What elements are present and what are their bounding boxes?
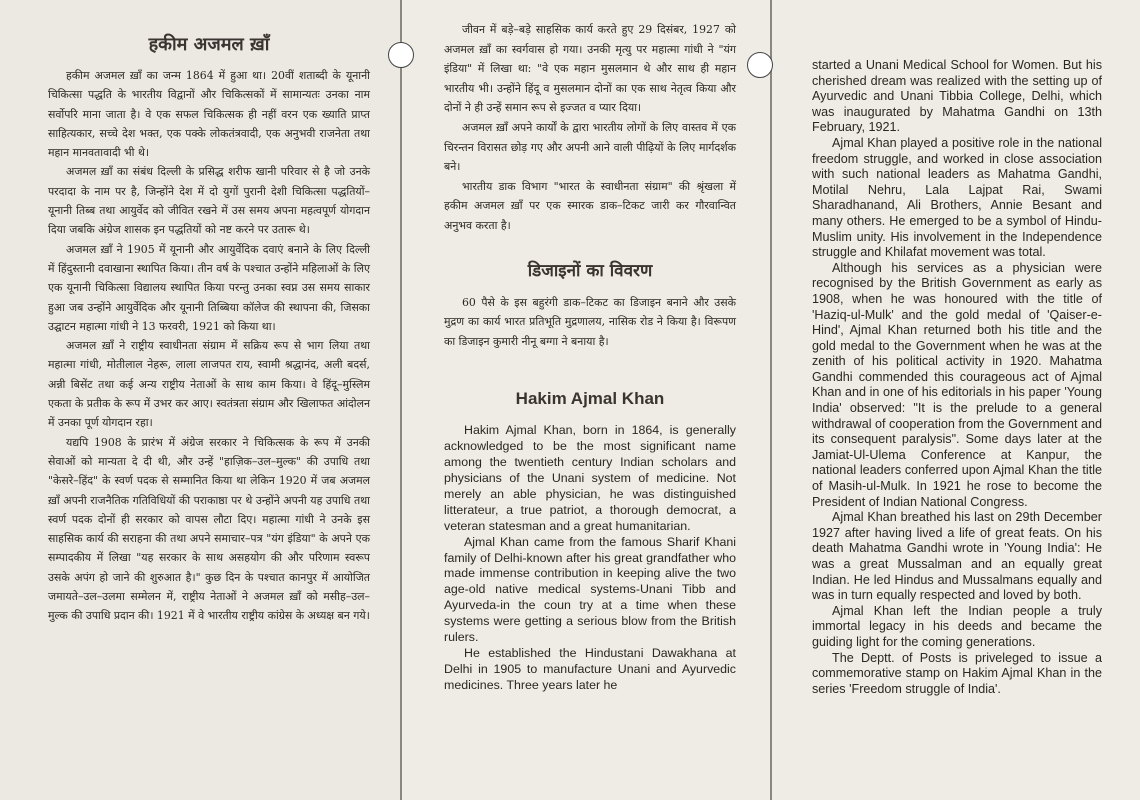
hindi-paragraph: अजमल ख़ाँ का संबंध दिल्ली के प्रसिद्ध शरीफ खानी परिवार से है जो उनके परदादा के नाम पर है, जिन्होंने देश में दो युगों पुरानी देशी चिकित्सा पद्धतियों–यूनानी तिब्ब तथा आयुर्वेद को जीवित रखने में उस समय अपना महत्वपूर्ण योगदान दिया जबकि अंग्रेज शासक इन पद्धतियों को नष्ट करने पर उतारू थे। <box>48 165 370 237</box>
hindi-paragraph: अजमल ख़ाँ अपने कार्यों के द्वारा भारतीय लोगों के लिए वास्तव में एक चिरन्तन विरासत छोड़ गए और अपनी आने वाली पीढ़ियों के लिए मार्गदर्शक बने। <box>444 120 736 174</box>
english-paragraph: Hakim Ajmal Khan, born in 1864, is generally acknowledged to be the most significant name among the twentieth century Indian scholars and physicians of the Unani system of medicine. Not merely an able physician, he was distinguished litterateur, a true patriot, a thorough democrat, a veteran statesman and a great humanitarian. <box>444 423 736 533</box>
punch-hole-icon <box>747 52 773 78</box>
hindi-paragraph: अजमल ख़ाँ ने राष्ट्रीय स्वाधीनता संग्राम में सक्रिय रूप से भाग लिया तथा महात्मा गांधी, मोतीलाल नेहरू, लाला लाजपत राय, स्वामी श्रद्धानंद, अली बदर्स, अन्नी बिसेंट तथा कई अन्य राष्ट्रीय नेताओं के साथ काम किया। वे हिंदू–मुस्लिम एकता के प्रतीक के रूप में उभर कर आए। स्वतंत्रता संग्राम और खिलाफत आंदोलन में उनका पूर्ण योगदान रहा। <box>48 339 370 430</box>
design-paragraph: 60 पैसे के इस बहुरंगी डाक–टिकट का डिजाइन बनाने और उसके मुद्रण का कार्य भारत प्रतिभूति मुद्रणालय, नासिक रोड ने किया है। विरूपण का डिजाइन कुमारी नीनू बग्गा ने बनाया है। <box>444 295 736 348</box>
english-title: Hakim Ajmal Khan <box>515 389 665 409</box>
english-paragraph: Ajmal Khan left the Indian people a truly immortal legacy in his deeds and became the guiding light for the coming generations. <box>812 603 1102 649</box>
english-paragraph: Ajmal Khan played a positive role in the national freedom struggle, and worked in close association with such national leaders as Mahatma Gandhi, Motilal Nehru, Lala Lajpat Rai, Swami Sharadhanand, Ali Brothers, Annie Besant and many others. He emerged to be a symbol of Hindu-Muslim unity. His involvement in the Independence struggle and Khilafat movement was total. <box>812 135 1102 260</box>
left-page <box>0 0 400 800</box>
english-paragraph: Ajmal Khan breathed his last on 29th December 1927 after having lived a life of great feats. On his death Mahatma Gandhi wrote in 'Young India': He was a great Mussalman and an equally great Indian. He led Hindus and Mussalmans equally and was in turn equally respected and loved by both. <box>812 510 1102 603</box>
english-paragraph: The Deptt. of Posts is priveleged to issue a commemorative stamp on Hakim Ajmal Khan in the series 'Freedom struggle of India'. <box>812 650 1102 696</box>
english-paragraph: Ajmal Khan came from the famous Sharif Khani family of Delhi-known after his great grandfather who made immense contribution in keeping alive the two age-old native medical systems-Unani Tibb and Ayurveda-in the coun try at a time when these systems were getting a serious blow from the British rulers. <box>444 534 736 645</box>
hindi-paragraph: अजमल ख़ाँ ने 1905 में यूनानी और आयुर्वेदिक दवाएं बनाने के लिए दिल्ली में हिंदुस्तानी दवाखाना स्थापित किया। तीन वर्ष के पश्चात उन्होंने महिलाओं के लिए एक यूनानी चिकित्सा विद्यालय स्थापित किया परन्तु उनका स्वप्न उस समय साकार हुआ जब उन्होंने आयुर्वेदिक और यूनानी तिब्बिया कॉलेज की स्थापना की, जिसका उद्घाटन महात्मा गांधी ने 13 फरवरी, 1921 को किया था। <box>48 242 370 333</box>
right-page <box>772 0 1140 800</box>
english-paragraph: He established the Hindustani Dawakhana at Delhi in 1905 to manufacture Unani and Ayurvedic medicines. Three years later he <box>444 646 736 692</box>
hindi-paragraph: यद्यपि 1908 के प्रारंभ में अंग्रेज सरकार ने चिकित्सक के रूप में उनकी सेवाओं को मान्यता दे दी थी, और उन्हें "हाज़िक–उल–मुल्क" की उपाधि तथा "केसरे–हिंद" के स्वर्ण पदक से सम्मानित किया था लेकिन 1920 में जब अजमल ख़ाँ अपनी राजनैतिक गतिविधियों की पराकाष्ठा पर थे उन्होंने अपनी यह उपाधि तथा स्वर्ण पदक दोनों ही सरकार को वापस लौटा दिए। महात्मा गांधी ने उनके इस साहसिक कार्य की सराहना की तथा अपने समाचार–पत्र "यंग इंडिया" के अपने एक सम्पादकीय में लिखा "यह सरकार के साथ असहयोग की और परिणाम स्वरूप उसके अपंग हो जाने की शुरुआत है।" कुछ दिन के पश्चात कानपुर में आयोजित जमायते–उल–उलमा सम्मेलन में, राष्ट्रीय नेताओं ने अजमल ख़ाँ को मसीह–उल–मुल्क की उपाधि प्रदान की। 1921 में वे भारतीय राष्ट्रीय कांग्रेस के अध्यक्ष बन गये। <box>48 435 370 623</box>
hindi-title: हकीम अजमल ख़ाँ <box>148 34 270 55</box>
english-paragraph: Although his services as a physician were recognised by the British Government as early as 1908, when he was honoured with the title of 'Haziq-ul-Mulk' and the gold medal of 'Qaiser-e-Hind', Ajmal Khan returned both his title and the gold medal to the Government when he was at the zenith of his political activity in 1920. Mahatma Gandhi commended this courageous act of Ajmal Khan and in one of his editorials in his paper 'Young India' observed: "It is the prelude to a general withdrawal of cooperation from the Government and its consequent paralysis". Some days later at the Jamiat-Ul-Ulema Conference at Kanpur, the national leaders conferred upon Ajmal Khan the title of Masih-ul-Mulk. In 1921 he rose to become the President of Indian National Congress. <box>812 260 1102 509</box>
hindi-paragraph: जीवन में बड़े–बड़े साहसिक कार्य करते हुए 29 दिसंबर, 1927 को अजमल ख़ाँ का स्वर्गवास हो गया। उनकी मृत्यु पर महात्मा गांधी ने "यंग इंडिया" में लिखा था: "वे एक महान मुसलमान थे और साथ ही महान भारतीय भी। उन्होंने हिंदू व मुसलमान दोनों का एक साथ नेतृत्व किया और दोनों ने ही उन्हें समान रूप से इज्जत व प्यार दिया। <box>444 23 736 115</box>
design-title: डिजाइनों का विवरण <box>527 260 653 281</box>
punch-hole-icon <box>388 42 414 68</box>
hindi-paragraph: हकीम अजमल ख़ाँ का जन्म 1864 में हुआ था। 20वीं शताब्दी के यूनानी चिकित्सा पद्धति के भारतीय विद्वानों और चिकित्सकों में सामान्यतः उनका नाम सर्वोपरि माना जाता है। वे एक सफल चिकित्सक ही नहीं वरन एक ख्याति प्राप्त साहित्यकार, सच्चे देश भक्त, एक पक्के लोकतंत्रवादी, एक अनुभवी राजनेता तथा महान मानवतावादी भी थे। <box>48 69 370 160</box>
middle-page <box>402 0 770 800</box>
english-paragraph: started a Unani Medical School for Women. But his cherished dream was realized with the setting up of Ayurvedic and Unani Tibbia College, Delhi, which was inaugurated by Mahatma Gandhi on 13th February, 1921. <box>812 58 1102 135</box>
hindi-paragraph: भारतीय डाक विभाग "भारत के स्वाधीनता संग्राम" की श्रृंखला में हकीम अजमल ख़ाँ पर एक स्मारक डाक–टिकट जारी कर गौरवान्वित अनुभव करता है। <box>444 179 736 232</box>
